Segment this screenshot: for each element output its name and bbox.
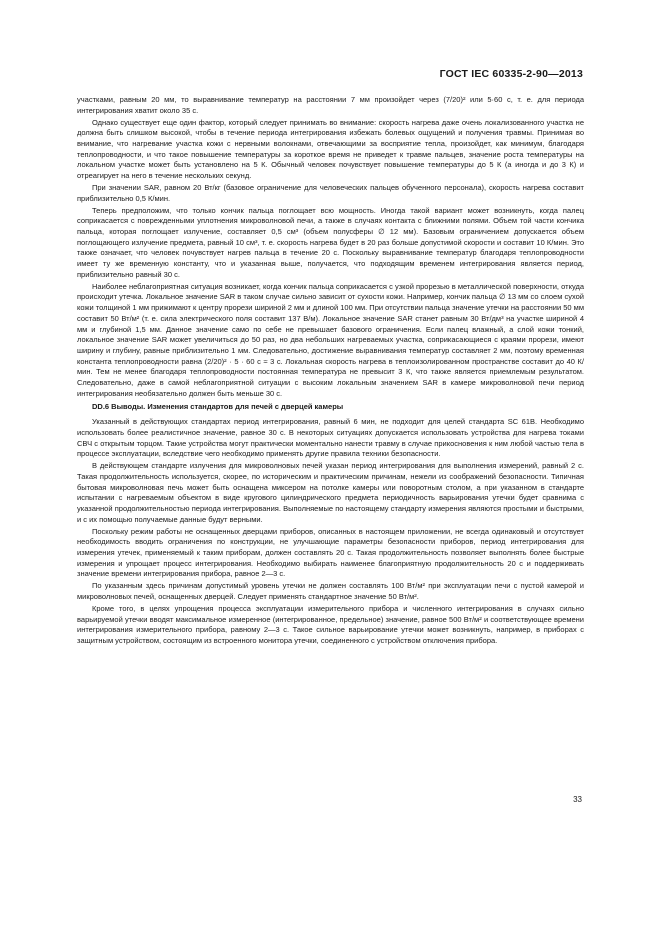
paragraph: По указанным здесь причинам допустимый уровень утечки не должен составлять 100 Вт/м² при эксплуатации печи с пустой камерой и микроволновых печей, оснащенных дверцей. Следует применять стандартное значение 50 Вт/м². (77, 581, 584, 601)
paragraph: Однако существует еще один фактор, который следует принимать во внимание: скорость нагрева даже очень локализованного участка не должна быть слишком высокой, чтобы в течение периода интегрирования избежать болевых ощущений и получения травмы. Принимая во внимание, что нагревание участка кожи с нервными волокнами, отвечающими за восприятие тепла, произойдет, как минимум, благодаря теплопроводности, и что такое повышение температуры за короткое время не приведет к травме пальцев, значение роста температуры на локальном участке может быть установлено на 5 К. Обычный человек почувствует повышение температуры до 5 К (а иногда и до 3 К) и отреагирует на него в течение нескольких секунд. (77, 117, 584, 181)
document-header: ГОСТ IEC 60335-2-90—2013 (439, 68, 583, 80)
paragraph: Указанный в действующих стандартах период интегрирования, равный 6 мин, не подходит для целей стандарта SC 61B. Необходимо использовать более реалистичное значение, равное 30 с. В некоторых ситуациях допускается использовать устройства для нагрева токами СВЧ с открытым торцом. Такие устройства могут практически моментально нанести травму в случае прикосновения к ним любой частью тела в процессе эксплуатации, вследствие чего необходимо применять другие правила техники безопасности. (77, 417, 584, 459)
section-heading: DD.6 Выводы. Изменения стандартов для печей с дверцей камеры (92, 402, 344, 412)
page-number: 33 (573, 795, 582, 804)
paragraph: Теперь предположим, что только кончик пальца поглощает всю мощность. Иногда такой вариант может возникнуть, когда палец соприкасается с поврежденными уплотнения микроволновой печи, а также в случаях контакта с ближними полями. Объем той части кончика пальца, которая поглощает излучение, составляет 0,5 см³ (объем полусферы ∅ 12 мм). Базовым ограничением допускается объем поглощающего излучение предмета, равный 10 см³, т. е. скорость нагрева будет в 20 раз больше допустимой скорости и составит 10 К/мин. Это также означает, что человек почувствует нагрев пальца в течение 20 с. Поскольку выравнивание температур благодаря теплопроводности имеет ту же временную константу, что и указанная выше, получается, что подходящим временем интегрирования является период, приблизительно равный 30 с. (77, 205, 584, 279)
paragraph: Наиболее неблагоприятная ситуация возникает, когда кончик пальца соприкасается с узкой прорезью в металлической поверхности, откуда происходит утечка. Локальное значение SAR в таком случае сильно зависит от сухости кожи. Например, кончик пальца ∅ 13 мм со слоем сухой кожи толщиной 1 мм прижимают к центру прорези шириной 2 мм и длиной 100 мм. При отсутствии пальца значение утечки на расстоянии 50 мм составит 50 Вт/м² (т. е. сила электрического поля составит 137 В/м). Локальное значение SAR станет равным 30 Вт/дм³ на участке шириной 4 мм и глубиной 1,5 мм. Данное значение само по себе не превышает базового ограничения. Если палец влажный, а слой кожи тонкий, локальное значение SAR может увеличиться до 50 раз, но два небольших нагреваемых участка, соприкасающиеся с краями прорези, имеют ширину и глубину, равные приблизительно 1 мм. Следовательно, достижение выравнивания температур составляет 2 мм, поэтому временная константа теплопроводности равна (2/20)² · 5 · 60 с ≈ 3 с. Локальная скорость нагрева в теплоизолированном пространстве составит до 40 К/мин. Тем не менее благодаря теплопроводности постоянная температура не превысит 3 К, что также является приемлемым результатом. Следовательно, даже в самой неблагоприятной ситуации с высоким локальным значением SAR в камере микроволновой печи период интегрирования необязательно должен быть меньше 30 с. (77, 281, 584, 398)
paragraph: Поскольку режим работы не оснащенных дверцами приборов, описанных в настоящем приложении, не всегда одинаковый и отсутствует необходимость вводить ограничения по конструкции, не улучшающие параметры безопасности приборов, период интегрирования для измерения утечек, применяемый к таким приборам, должен составлять 20 с. Такая продолжительность позволяет выполнять более быстрые измерения и упрощает процесс интегрирования. Необходимо выбирать наименее благоприятную продолжительность 20 с и поддерживать значение времени интегрирования прибора, равное 2—3 с. (77, 526, 584, 579)
paragraph: В действующем стандарте излучения для микроволновых печей указан период интегрирования для выполнения измерений, равный 2 с. Такая продолжительность используется, скорее, по историческим и практическим причинам, нежели из соображений безопасности. Типичная бытовая микроволновая печь может быть оснащена миксером на потолке камеры или поворотным столом, а при указанном в стандарте испытании с нагреваемым объектом в виде кругового цилиндрического предмета периодичность варьирования утечки будет сравнима с указанной продолжительностью периода интегрирования. Выполняемые по настоящему стандарту измерения являются простыми и быстрыми, и с их помощью получаемые данные будут верными. (77, 461, 584, 524)
paragraph-continuation: участками, равным 20 мм, то выравнивание температур на расстоянии 7 мм произойдет через (7/20)² или 5·60 с, т. е. для периода интегрирования хватит около 35 с. (77, 95, 584, 115)
document-body (77, 95, 584, 648)
paragraph: При значении SAR, равном 20 Вт/кг (базовое ограничение для человеческих пальцев обученного персонала), скорость нагрева составит приблизительно 0,5 К/мин. (77, 183, 584, 203)
paragraph: Кроме того, в целях упрощения процесса эксплуатации измерительного прибора и численного интегрирования в случаях сильно варьируемой утечки вводят максимальное измеренное (интегрированное, предельное) значение, равное 500 Вт/м² и соответствующее времени интегрирования измерительного прибора, равному 2—3 с. Такое сильное варьирование утечки может возникнуть, например, в приборах с защитным устройством, состоящим из встроенного монитора утечки, соединенного с устройством отключения прибора. (77, 603, 584, 645)
